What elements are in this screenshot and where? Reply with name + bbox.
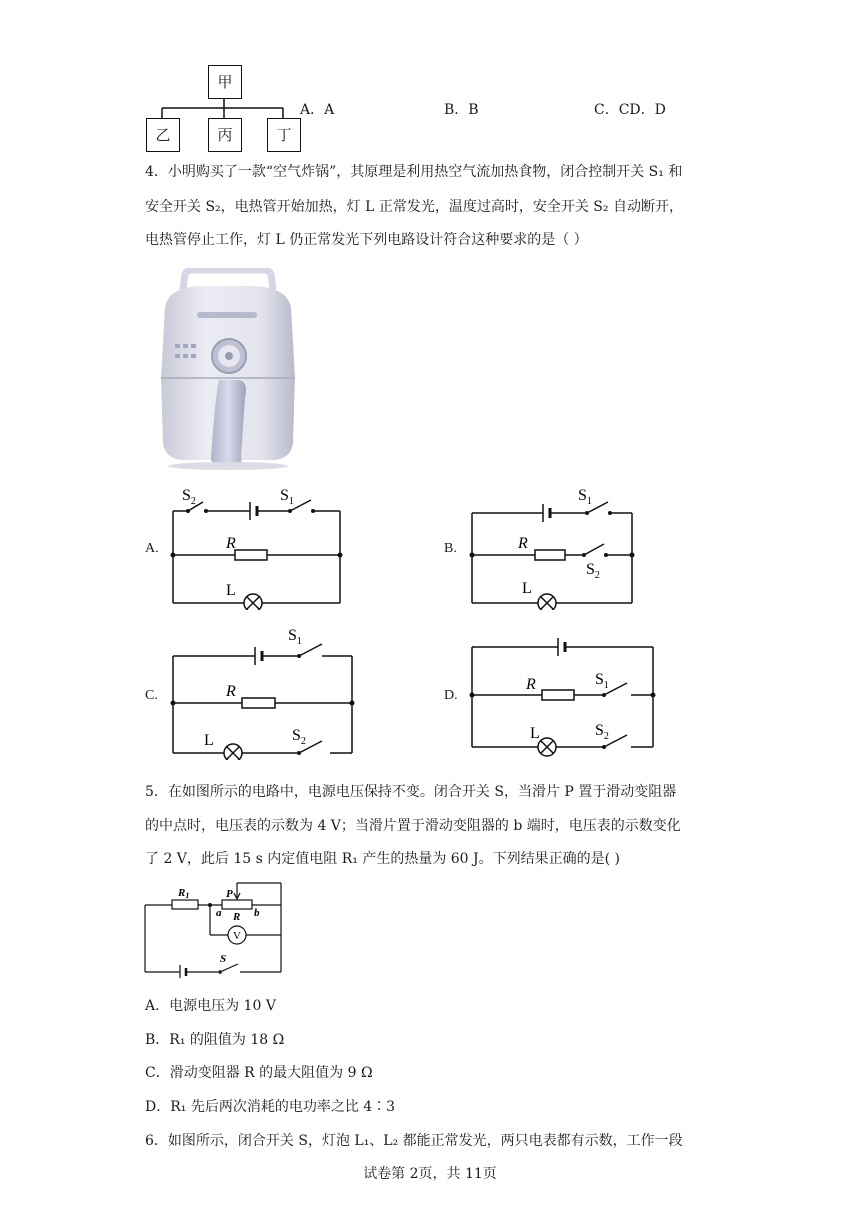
q5-option-c: C．滑动变阻器 R 的最大阻值为 9 Ω [145, 1065, 373, 1081]
circuit-d-s2-label: $S_2$ [595, 722, 609, 742]
circuit-b-l-label: L [522, 580, 532, 597]
q5-text-line-2: 的中点时，电压表的示数为 4 V；当滑片置于滑动变阻器的 b 端时，电压表的示数变化 [145, 818, 681, 834]
circuit-d-s1-label: $S_1$ [595, 671, 609, 691]
q5-a-label: a [216, 907, 222, 919]
q5-option-a: A．电源电压为 10 V [145, 998, 276, 1014]
q5-circuit [140, 878, 290, 978]
tree-node-top: 甲 [208, 65, 242, 99]
circuit-b-option-label: B. [444, 541, 457, 556]
q3-option-b: B．B [444, 102, 479, 118]
circuit-c-l-label: L [204, 732, 214, 749]
circuit-c [140, 620, 370, 760]
q5-text-line-3: 了 2 V，此后 15 s 内定值电阻 R₁ 产生的热量为 60 J。下列结果正确的是( ) [145, 851, 621, 867]
circuit-a [140, 480, 360, 610]
page-footer: 试卷第 2页，共 11页 [363, 1166, 497, 1182]
circuit-d-option-label: D. [444, 688, 458, 703]
circuit-c-r-label: R [226, 683, 236, 700]
circuit-c-s1-label: $S_1$ [288, 627, 302, 647]
circuit-a-s2-label: $S_2$ [182, 487, 196, 507]
circuit-c-s2-label: $S_2$ [292, 727, 306, 747]
circuit-d [460, 620, 670, 760]
circuit-a-r-label: R [226, 535, 236, 552]
circuit-c-option-label: C. [145, 688, 158, 703]
circuit-d-l-label: L [530, 725, 540, 742]
circuit-a-option-label: A. [145, 541, 159, 556]
circuit-d-r-label: R [526, 676, 536, 693]
q4-text-line-2: 安全开关 S₂，电热管开始加热，灯 L 正常发光，温度过高时，安全开关 S₂ 自动断开， [145, 199, 683, 215]
q5-option-b: B．R₁ 的阻值为 18 Ω [145, 1032, 285, 1048]
q4-text-line-1: 4．小明购买了一款“空气炸锅”，其原理是利用热空气流加热食物，闭合控制开关 S₁ 和 [145, 164, 683, 180]
q3-option-c: C．CD．D [594, 102, 666, 118]
q5-s-label: S [220, 953, 227, 965]
air-fryer-image [145, 268, 310, 472]
q5-voltmeter-label: V [233, 930, 241, 942]
q5-option-d: D．R₁ 先后两次消耗的电功率之比 4∶3 [145, 1099, 396, 1115]
q4-text-line-3: 电热管停止工作，灯 L 仍正常发光下列电路设计符合这种要求的是（ ） [145, 232, 588, 248]
circuit-b-s2-label: $S_2$ [586, 561, 600, 581]
circuit-b-r-label: R [518, 535, 528, 552]
circuit-a-s1-label: $S_1$ [280, 487, 294, 507]
circuit-a-l-label: L [226, 582, 236, 599]
tree-node-left: 乙 [146, 118, 180, 152]
circuit-b [460, 480, 650, 610]
q5-b-label: b [254, 907, 260, 919]
circuit-b-s1-label: $S_1$ [578, 487, 592, 507]
tree-node-right: 丁 [267, 118, 301, 152]
q5-p-label: P [226, 888, 233, 900]
q5-r-label: R [233, 911, 241, 923]
tree-node-middle: 丙 [208, 118, 242, 152]
q5-text-line-1: 5．在如图所示的电路中，电源电压保持不变。闭合开关 S，当滑片 P 置于滑动变阻器 [145, 784, 677, 800]
q5-r1-label: R1 [178, 887, 190, 900]
q3-option-a: A．A [300, 102, 335, 118]
q6-text-line-1: 6．如图所示，闭合开关 S，灯泡 L₁、L₂ 都能正常发光，两只电表都有示数，工作一段 [145, 1133, 683, 1149]
